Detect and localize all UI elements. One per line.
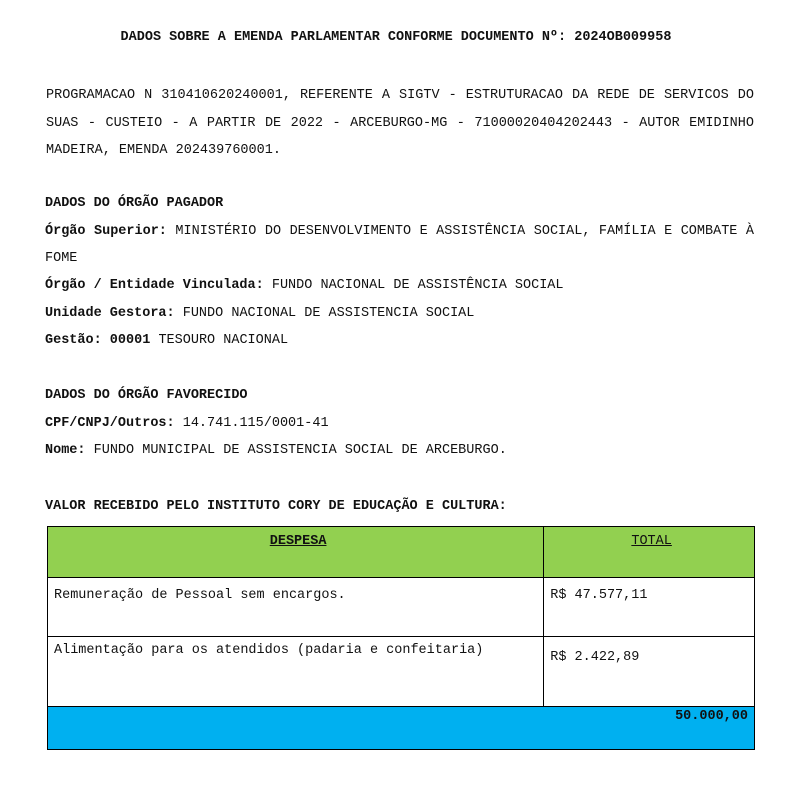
- table-row: [48, 578, 755, 637]
- entidade-vinculada-value: FUNDO NACIONAL DE ASSISTÊNCIA SOCIAL: [271, 278, 564, 293]
- total-header: TOTAL: [544, 527, 755, 578]
- gestao-value: TESOURO NACIONAL: [158, 333, 289, 348]
- cnpj-value: 14.741.115/0001-41: [182, 416, 329, 431]
- unidade-gestora-label: Unidade Gestora:: [45, 306, 175, 321]
- cnpj-line: [45, 410, 754, 437]
- orgao-pagador-heading: DADOS DO ÓRGÃO PAGADOR: [45, 196, 224, 211]
- expense-table: [47, 526, 755, 750]
- orgao-superior-value: MINISTÉRIO DO DESENVOLVIMENTO E ASSISTÊNCIA SOCIAL, FAMÍLIA E COMBATE À FOME: [45, 224, 754, 266]
- unidade-gestora-value: FUNDO NACIONAL DE ASSISTENCIA SOCIAL: [182, 306, 475, 321]
- grand-total-row: [48, 707, 755, 750]
- orgao-favorecido-heading: DADOS DO ÓRGÃO FAVORECIDO: [45, 388, 248, 403]
- orgao-superior-label: Órgão Superior:: [45, 224, 167, 239]
- despesa-cell: Alimentação para os atendidos (padaria e confeitaria): [48, 637, 544, 707]
- despesa-cell: Remuneração de Pessoal sem encargos.: [48, 578, 544, 637]
- despesa-header: DESPESA: [48, 527, 544, 578]
- gestao-line: [45, 327, 754, 354]
- total-cell: R$ 2.422,89: [544, 637, 755, 707]
- table-row: [48, 637, 755, 707]
- orgao-superior-line: [45, 218, 754, 272]
- valor-recebido-heading: VALOR RECEBIDO PELO INSTITUTO CORY DE EDUCAÇÃO E CULTURA:: [45, 499, 507, 514]
- gestao-label: Gestão: 00001: [45, 333, 151, 348]
- programacao-paragraph: PROGRAMACAO N 310410620240001, REFERENTE A SIGTV - ESTRUTURACAO DA REDE DE SERVICOS DO SUAS - CUSTEIO - A PARTIR DE 2022 - ARCEBURGO-MG - 71000020404202443 - AUTOR EMIDINHO MADEIRA, EMENDA 202439760001.: [46, 88, 754, 158]
- unidade-gestora-line: [45, 300, 754, 327]
- table-header-row: [48, 527, 755, 578]
- nome-label: Nome:: [45, 443, 86, 458]
- entidade-vinculada-label: Órgão / Entidade Vinculada:: [45, 278, 264, 293]
- document-title: DADOS SOBRE A EMENDA PARLAMENTAR CONFORME DOCUMENTO Nº: 2024OB009958: [120, 30, 672, 45]
- entidade-vinculada-line: [45, 272, 754, 299]
- grand-total-value: 50.000,00: [48, 707, 755, 750]
- nome-line: [45, 437, 754, 464]
- total-cell: R$ 47.577,11: [544, 578, 755, 637]
- cnpj-label: CPF/CNPJ/Outros:: [45, 416, 175, 431]
- nome-value: FUNDO MUNICIPAL DE ASSISTENCIA SOCIAL DE ARCEBURGO.: [93, 443, 507, 458]
